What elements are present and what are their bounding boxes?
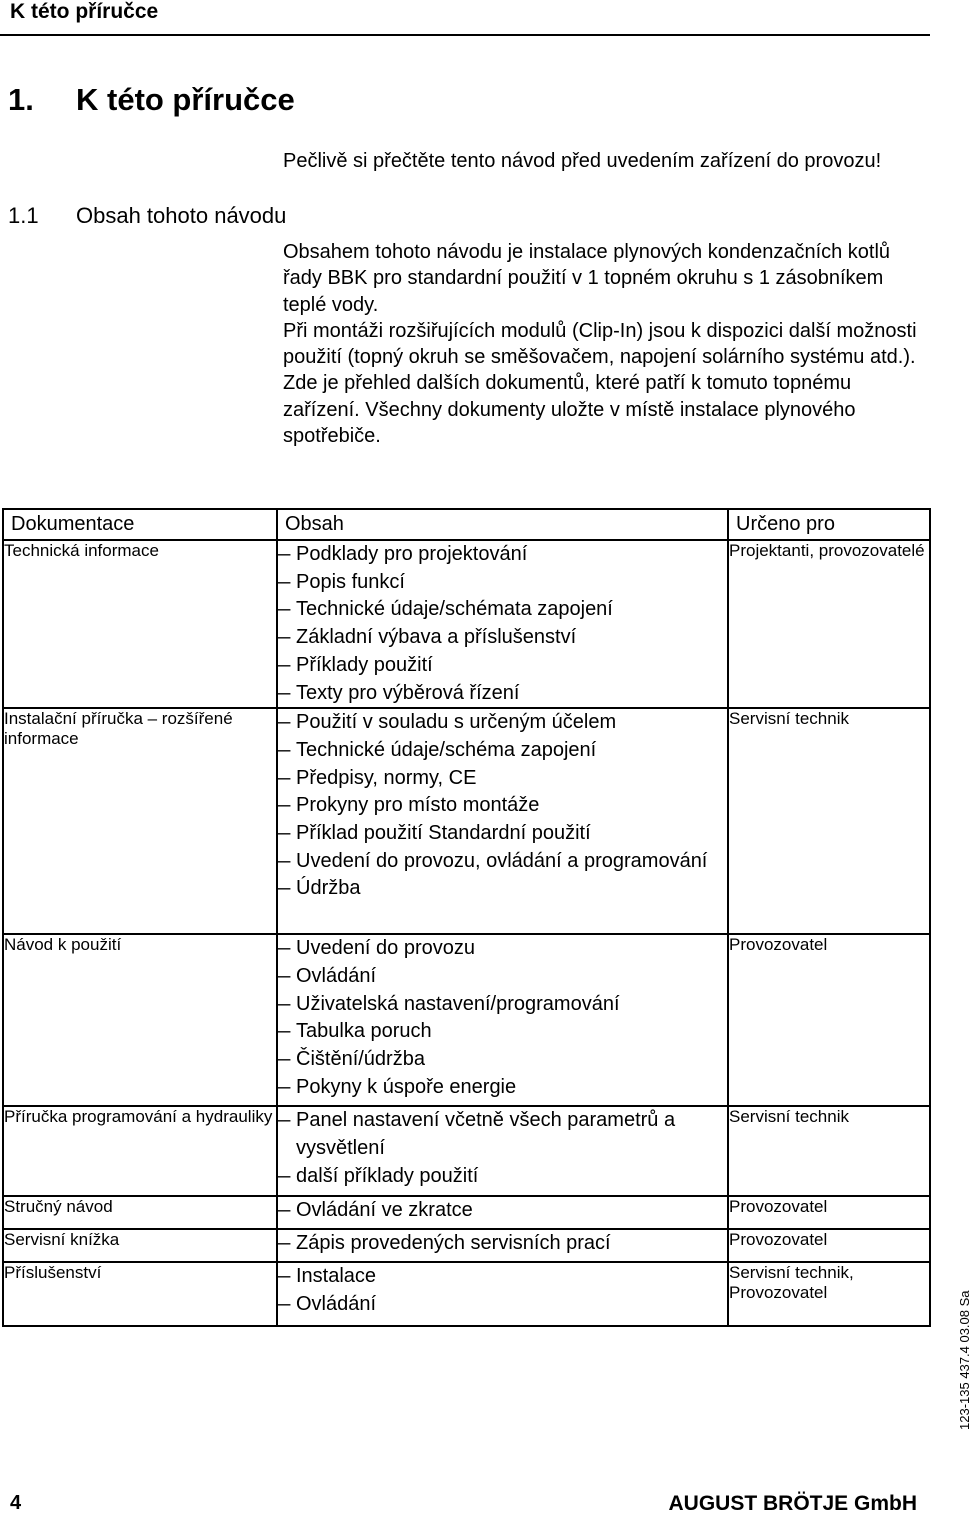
content-item: – Pokyny k úspoře energie — [278, 1074, 727, 1102]
content-item: – Podklady pro projektování — [278, 541, 727, 569]
content-item: – Uvedení do provozu — [278, 935, 727, 963]
content-item: – Uživatelská nastavení/programování — [278, 991, 727, 1019]
subsection-number: 1.1 — [8, 203, 39, 228]
header-intended-for: Určeno pro — [728, 509, 930, 540]
document-name: Příručka programování a hydrauliky — [3, 1106, 277, 1196]
content-item: – Příklady použití — [278, 652, 727, 680]
table-row — [3, 708, 930, 934]
content-item: – Zápis provedených servisních prací — [278, 1230, 727, 1258]
paragraph: Při montáži rozšiřujících modulů (Clip-In) jsou k dispozici další možnosti použití (topný okruh se směšovačem, napojení solárního systému atd.). — [283, 319, 917, 369]
document-name: Technická informace — [3, 540, 277, 708]
content-item: – Předpisy, normy, CE — [278, 765, 727, 793]
section-number: 1. — [8, 82, 34, 117]
audience: Servisní technik — [728, 708, 930, 934]
content-item: – Ovládání — [278, 963, 727, 991]
documents-table — [2, 508, 931, 1327]
content-item: – Technické údaje/schémata zapojení — [278, 596, 727, 624]
content-cell — [277, 934, 728, 1106]
company-name: AUGUST BRÖTJE GmbH — [668, 1492, 917, 1515]
table-row — [3, 540, 930, 708]
section-intro: Pečlivě si přečtěte tento návod před uvedením zařízení do provozu! — [283, 150, 882, 172]
table-row — [3, 1196, 930, 1229]
table-header-row — [3, 509, 930, 540]
content-item: – Čištění/údržba — [278, 1046, 727, 1074]
page-number: 4 — [10, 1492, 22, 1514]
document-name: Instalační příručka – rozšířené informace — [3, 708, 277, 934]
content-cell — [277, 1229, 728, 1262]
audience: Provozovatel — [728, 1229, 930, 1262]
table-row — [3, 1229, 930, 1262]
content-item: – Popis funkcí — [278, 569, 727, 597]
content-cell — [277, 1106, 728, 1196]
subsection-body — [283, 239, 923, 449]
document-name: Příslušenství — [3, 1262, 277, 1326]
table-row — [3, 1262, 930, 1326]
content-item: – Prokyny pro místo montáže — [278, 792, 727, 820]
document-name: Návod k použití — [3, 934, 277, 1106]
paragraph: Zde je přehled dalších dokumentů, které patří k tomuto topnému zařízení. Všechny dokumenty uložte v místě instalace plynového spotřebiče. — [283, 372, 856, 448]
table-row — [3, 1106, 930, 1196]
content-item: – další příklady použití — [278, 1163, 727, 1191]
document-code: 123-135 437.4 03.08 Sa — [957, 1290, 972, 1430]
content-cell — [277, 1262, 728, 1326]
header-rule — [0, 34, 930, 36]
document-name: Servisní knížka — [3, 1229, 277, 1262]
content-item: – Texty pro výběrová řízení — [278, 680, 727, 708]
content-item: – Tabulka poruch — [278, 1018, 727, 1046]
content-item: – Použití v souladu s určeným účelem — [278, 709, 727, 737]
content-item: – Ovládání ve zkratce — [278, 1197, 727, 1225]
audience: Servisní technik — [728, 1106, 930, 1196]
audience: Provozovatel — [728, 934, 930, 1106]
content-item: – Údržba — [278, 875, 727, 903]
section-title: K této příručce — [76, 82, 295, 117]
subsection-title: Obsah tohoto návodu — [76, 203, 287, 228]
content-item: – Uvedení do provozu, ovládání a programování — [278, 848, 727, 876]
header-documentation: Dokumentace — [3, 509, 277, 540]
content-item: – Technické údaje/schéma zapojení — [278, 737, 727, 765]
table-row — [3, 934, 930, 1106]
audience: Servisní technik, Provozovatel — [728, 1262, 930, 1326]
content-item: – Panel nastavení včetně všech parametrů a vysvětlení — [278, 1107, 727, 1162]
content-item: – Instalace — [278, 1263, 727, 1291]
content-cell — [277, 708, 728, 934]
header-content: Obsah — [277, 509, 728, 540]
audience: Provozovatel — [728, 1196, 930, 1229]
audience: Projektanti, provozovatelé — [728, 540, 930, 708]
content-item: – Ovládání — [278, 1291, 727, 1319]
document-name: Stručný návod — [3, 1196, 277, 1229]
content-cell — [277, 1196, 728, 1229]
content-cell — [277, 540, 728, 708]
content-item: – Příklad použití Standardní použití — [278, 820, 727, 848]
content-item: – Základní výbava a příslušenství — [278, 624, 727, 652]
paragraph: Obsahem tohoto návodu je instalace plynových kondenzačních kotlů řady BBK pro standardní použití v 1 topném okruhu s 1 zásobníkem teplé vody. — [283, 241, 891, 316]
running-header: K této příručce — [10, 0, 159, 23]
